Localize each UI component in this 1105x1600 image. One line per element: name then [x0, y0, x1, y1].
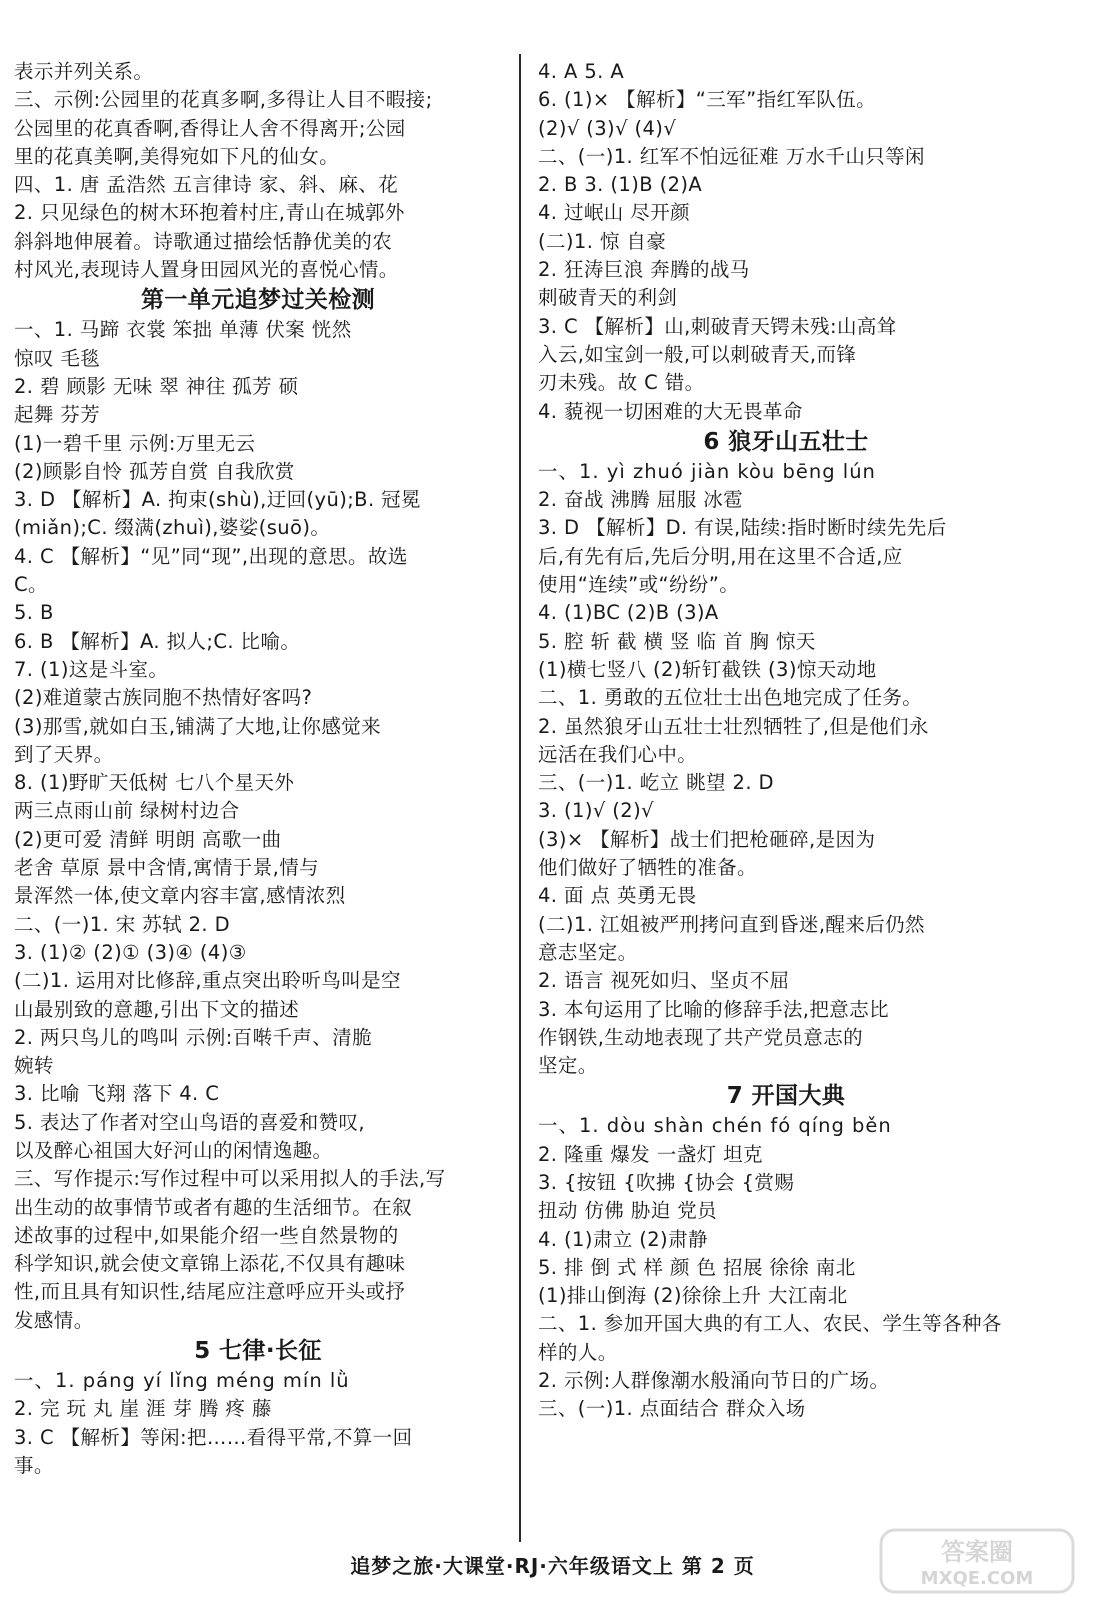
text-line: 2. 狂涛巨浪 奔腾的战马 — [538, 258, 750, 282]
text-line: 三、写作提示:写作过程中可以采用拟人的手法,写 — [14, 1167, 446, 1191]
text-line: 刃未残。故 C 错。 — [538, 371, 705, 395]
text-line: 二、1. 勇敢的五位壮士出色地完成了任务。 — [538, 686, 923, 710]
text-line: 3. 本句运用了比喻的修辞手法,把意志比 — [538, 997, 890, 1021]
lesson-title: 6 狼牙山五壮士 — [703, 428, 869, 455]
pinyin-line: 一、1. dòu shàn chén fó qíng běn — [538, 1114, 892, 1138]
text-line: 2. 语言 视死如归、坚贞不屈 — [538, 969, 790, 993]
text-line: 4. 藐视一切困难的大无畏革命 — [538, 399, 803, 423]
text-line: 二、(一)1. 宋 苏轼 2. D — [14, 912, 231, 936]
text-line: 公园里的花真香啊,香得让人舍不得离开;公园 — [14, 116, 406, 140]
svg-text:答案圈: 答案圈 — [941, 1538, 1013, 1566]
text-line: 二、(一)1. 红军不怕远征难 万水千山只等闲 — [538, 144, 925, 168]
text-line: 远活在我们心中。 — [538, 742, 698, 766]
text-line: 三、(一)1. 屹立 眺望 2. D — [538, 771, 774, 795]
text-line: 2. 隆重 爆发 一盏灯 坦克 — [538, 1142, 763, 1166]
pinyin-line: 一、1. páng yí lǐng méng mín lǜ — [14, 1369, 350, 1393]
text-line: 坚定。 — [538, 1054, 598, 1078]
text-line: 3. D 【解析】A. 拘束(shù),迂回(yū);B. 冠冕 — [14, 488, 421, 512]
text-line: (2)难道蒙古族同胞不热情好客吗? — [14, 686, 313, 710]
text-line: 4. (1)BC (2)B (3)A — [538, 601, 719, 625]
text-line: 后,有先有后,先后分明,用在这里不合适,应 — [538, 544, 903, 568]
left-column — [14, 58, 502, 1538]
text-line: 7. (1)这是斗室。 — [14, 657, 169, 681]
text-line: 4. C 【解析】“见”同“现”,出现的意思。故选 — [14, 544, 408, 568]
section-title: 第一单元追梦过关检测 — [141, 287, 375, 314]
text-line: 刺破青天的利剑 — [538, 286, 678, 310]
text-line: (2)更可爱 清鲜 明朗 高歌一曲 — [14, 827, 282, 851]
text-line: 里的花真美啊,美得宛如下凡的仙女。 — [14, 144, 339, 168]
text-line: 5. 表达了作者对空山鸟语的喜爱和赞叹, — [14, 1110, 366, 1134]
text-line: (二)1. 江姐被严刑拷问直到昏迷,醒来后仍然 — [538, 912, 925, 936]
text-line: 三、示例:公园里的花真多啊,多得让人目不暇接; — [14, 88, 433, 112]
pinyin-line: 一、1. yì zhuó jiàn kòu bēng lún — [538, 459, 876, 483]
text-line: 使用“连续”或“纷纷”。 — [538, 573, 740, 597]
text-line: 到了天界。 — [14, 742, 114, 766]
text-line: (二)1. 惊 自豪 — [538, 229, 667, 253]
text-line: 出生动的故事情节或者有趣的生活细节。在叙 — [14, 1195, 413, 1219]
text-line: (3)那雪,就如白玉,铺满了大地,让你感觉来 — [14, 714, 382, 738]
text-line: 意志坚定。 — [538, 940, 638, 964]
text-line: (1)排山倒海 (2)徐徐上升 大江南北 — [538, 1284, 848, 1308]
text-line: 5. 排 倒 式 样 颜 色 招展 徐徐 南北 — [538, 1255, 856, 1279]
text-line: 2. 虽然狼牙山五壮士壮烈牺牲了,但是他们永 — [538, 714, 929, 738]
text-line: 作钢铁,生动地表现了共产党员意志的 — [538, 1025, 863, 1049]
page-footer: 追梦之旅·大课堂·RJ·六年级语文上 第 2 页 — [350, 1554, 755, 1578]
text-line: 2. B 3. (1)B (2)A — [538, 173, 703, 197]
text-line: 三、(一)1. 点面结合 群众入场 — [538, 1397, 806, 1421]
text-line: 他们做好了牺牲的准备。 — [538, 856, 757, 880]
text-line: 5. 腔 斩 截 横 竖 临 首 胸 惊天 — [538, 629, 816, 653]
text-line: 3. {按钮 {吹拂 {协会 {赏赐 — [538, 1170, 795, 1194]
text-line: (3)× 【解析】战士们把枪砸碎,是因为 — [538, 827, 876, 851]
text-line: (miǎn);C. 缀满(zhuì),婆娑(suō)。 — [14, 516, 331, 540]
watermark-logo — [877, 1526, 1077, 1596]
text-line: 2. 两只鸟儿的鸣叫 示例:百啭千声、清脆 — [14, 1025, 372, 1049]
text-line: 斜斜地伸展着。诗歌通过描绘恬静优美的农 — [14, 229, 393, 253]
text-line: 入云,如宝剑一般,可以刺破青天,而锋 — [538, 342, 857, 366]
text-line: 样的人。 — [538, 1340, 618, 1364]
text-line: 两三点雨山前 绿树村边合 — [14, 799, 240, 823]
text-line: 4. 过岷山 尽开颜 — [538, 201, 691, 225]
text-line: 2. 只见绿色的树木环抱着村庄,青山在城郭外 — [14, 201, 405, 225]
text-line: 起舞 芬芳 — [14, 403, 101, 427]
text-line: 惊叹 毛毯 — [14, 346, 101, 370]
text-line: 表示并列关系。 — [14, 60, 154, 83]
text-line: 3. C 【解析】山,刺破青天锷未残:山高耸 — [538, 314, 897, 338]
text-line: 述故事的过程中,如果能介绍一些自然景物的 — [14, 1223, 399, 1247]
text-line: 事。 — [14, 1453, 54, 1477]
text-line: 8. (1)野旷天低树 七八个星天外 — [14, 771, 295, 795]
text-line: 2. 完 玩 丸 崖 涯 芽 腾 疼 藤 — [14, 1397, 272, 1421]
text-line: 3. 比喻 飞翔 落下 4. C — [14, 1082, 220, 1106]
svg-text:MXQE.COM: MXQE.COM — [920, 1568, 1034, 1589]
text-line: 5. B — [14, 601, 54, 625]
text-line: (2)顾影自怜 孤芳自赏 自我欣赏 — [14, 459, 295, 483]
text-line: 老舍 草原 景中含情,寓情于景,情与 — [14, 856, 319, 880]
text-line: 6. (1)× 【解析】“三军”指红军队伍。 — [538, 88, 876, 112]
text-line: 一、1. 马蹄 衣裳 笨拙 单薄 伏案 恍然 — [14, 318, 352, 342]
text-line: (1)一碧千里 示例:万里无云 — [14, 431, 256, 455]
lesson-title: 5 七律·长征 — [194, 1338, 322, 1365]
text-line: 2. 奋战 沸腾 屈服 冰雹 — [538, 488, 743, 512]
text-line: 山最别致的意趣,引出下文的描述 — [14, 997, 300, 1021]
text-line: 性,而且具有知识性,结尾应注意呼应开头或抒 — [14, 1280, 406, 1304]
text-line: 6. B 【解析】A. 拟人;C. 比喻。 — [14, 629, 301, 653]
lesson-title: 7 开国大典 — [726, 1083, 846, 1110]
text-line: 3. (1)√ (2)√ — [538, 799, 654, 823]
text-line: 3. D 【解析】D. 有误,陆续:指时断时续先先后 — [538, 516, 947, 540]
text-line: 景浑然一体,使文章内容丰富,感情浓烈 — [14, 884, 346, 908]
text-line: 3. C 【解析】等闲:把……看得平常,不算一回 — [14, 1425, 413, 1449]
text-line: 3. (1)② (2)① (3)④ (4)③ — [14, 940, 247, 964]
text-line: 2. 碧 顾影 无味 翠 神往 孤芳 硕 — [14, 374, 299, 398]
text-line: 二、1. 参加开国大典的有工人、农民、学生等各种各 — [538, 1312, 1002, 1336]
text-line: 以及醉心祖国大好河山的闲情逸趣。 — [14, 1138, 333, 1162]
text-line: 2. 示例:人群像潮水般涌向节日的广场。 — [538, 1369, 890, 1393]
text-line: 4. 面 点 英勇无畏 — [538, 884, 697, 908]
right-column — [538, 58, 1034, 1538]
text-line: (二)1. 运用对比修辞,重点突出聆听鸟叫是空 — [14, 969, 401, 993]
text-line: 科学知识,就会使文章锦上添花,不仅具有趣味 — [14, 1252, 406, 1276]
text-line: 发感情。 — [14, 1308, 94, 1332]
text-line: 4. (1)肃立 (2)肃静 — [538, 1227, 708, 1251]
text-line: 4. A 5. A — [538, 60, 625, 83]
column-divider — [519, 54, 521, 1542]
text-line: 婉转 — [14, 1054, 54, 1078]
text-line: C。 — [14, 573, 48, 597]
text-line: 四、1. 唐 孟浩然 五言律诗 家、斜、麻、花 — [14, 173, 399, 197]
text-line: (1)横七竖八 (2)斩钉截铁 (3)惊天动地 — [538, 657, 877, 681]
text-line: (2)√ (3)√ (4)√ — [538, 116, 677, 140]
text-line: 扭动 仿佛 胁迫 党员 — [538, 1199, 717, 1223]
text-line: 村风光,表现诗人置身田园风光的喜悦心情。 — [14, 258, 399, 282]
